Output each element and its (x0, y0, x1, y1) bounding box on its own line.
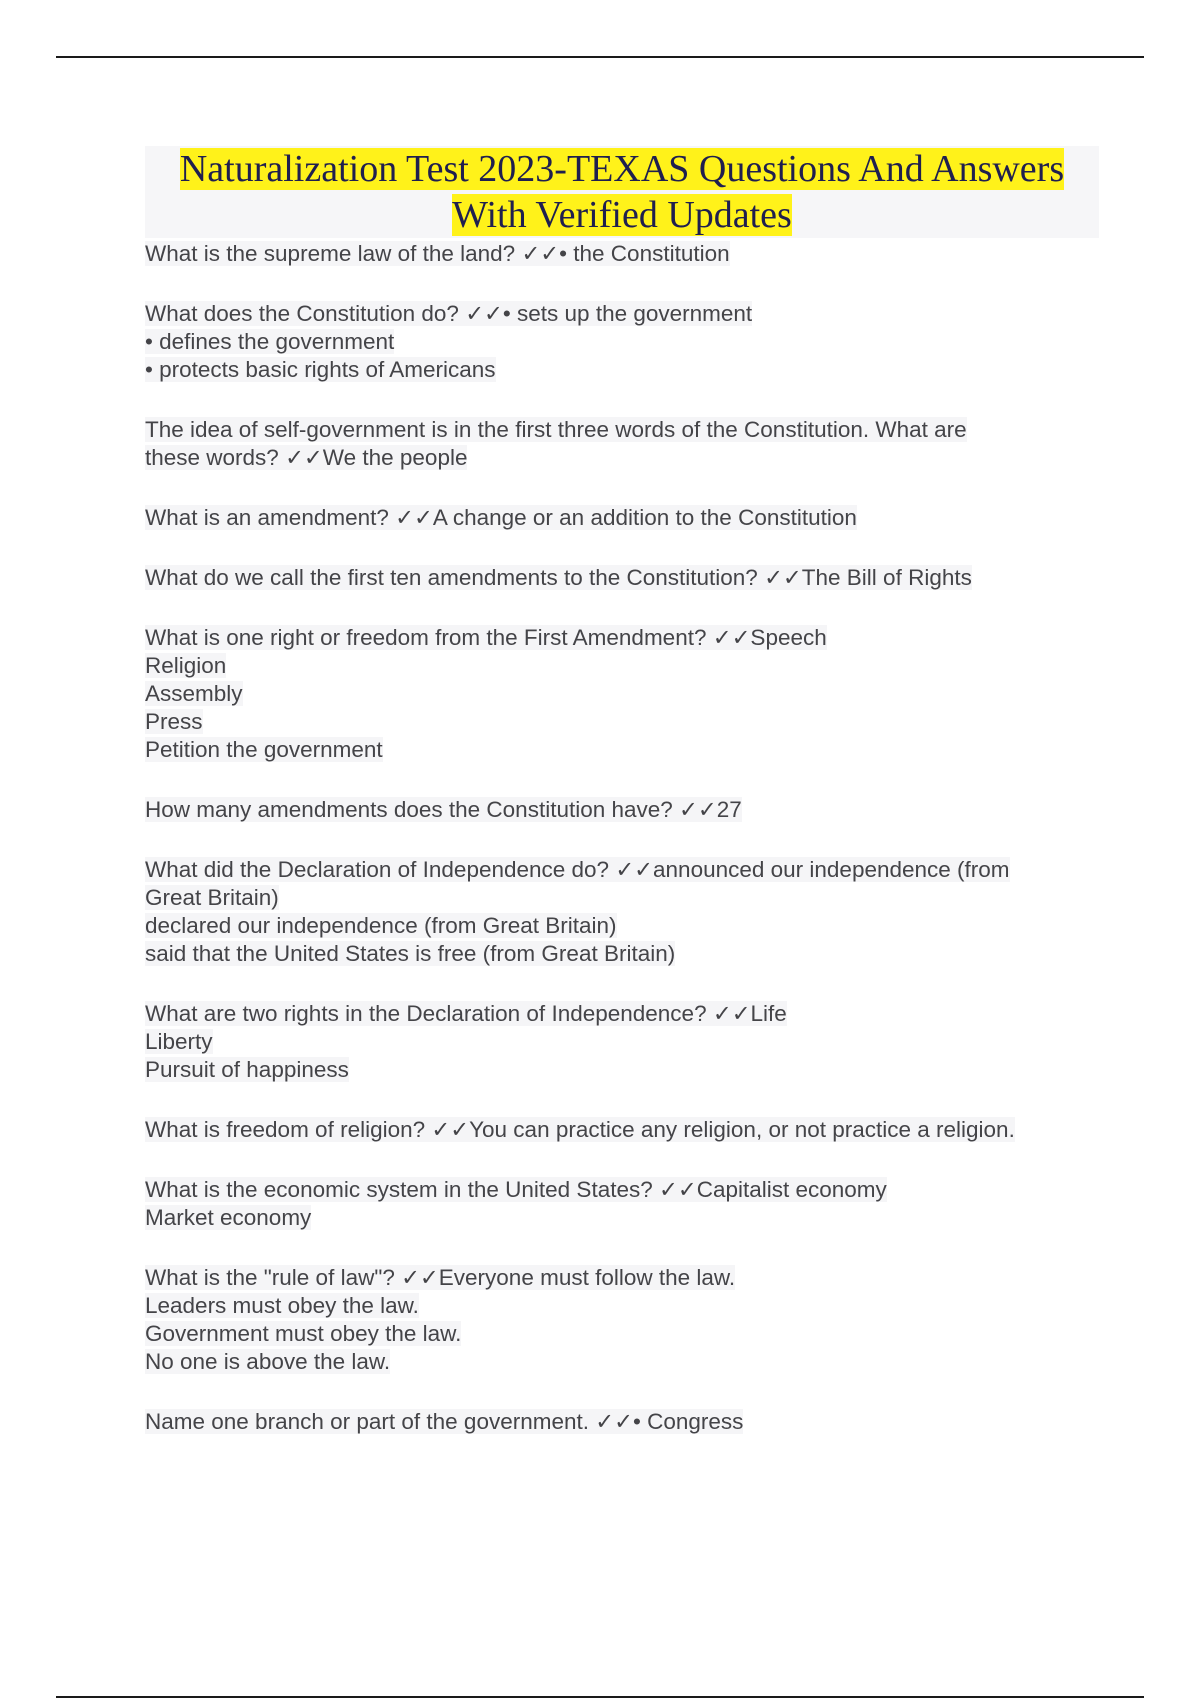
qa-line (145, 940, 1091, 968)
qa-line-text: Name one branch or part of the government. ✓✓• Congress (145, 1409, 744, 1434)
qa-line (145, 708, 1091, 736)
qa-item (145, 1000, 1091, 1084)
qa-line-text: What is an amendment? ✓✓A change or an addition to the Constitution (145, 505, 857, 530)
qa-item (145, 240, 1091, 268)
bottom-rule (56, 1696, 1144, 1698)
qa-line-text: How many amendments does the Constitution have? ✓✓27 (145, 797, 742, 822)
qa-item (145, 1116, 1091, 1144)
top-rule (56, 56, 1144, 58)
qa-line-text: Government must obey the law. (145, 1321, 462, 1346)
qa-item (145, 624, 1091, 764)
qa-line (145, 356, 1091, 384)
qa-line-text: said that the United States is free (from Great Britain) (145, 941, 676, 966)
qa-item (145, 1408, 1091, 1436)
qa-line-text: Pursuit of happiness (145, 1057, 349, 1082)
qa-line (145, 1000, 1091, 1028)
qa-line (145, 328, 1091, 356)
qa-line-text: No one is above the law. (145, 1349, 391, 1374)
document-body (145, 146, 1091, 1468)
qa-line (145, 1028, 1091, 1056)
qa-line (145, 1320, 1091, 1348)
qa-line-text: The idea of self-government is in the first three words of the Constitution. What are (145, 417, 967, 442)
qa-line-text: What is the "rule of law"? ✓✓Everyone must follow the law. (145, 1265, 736, 1290)
qa-line (145, 856, 1091, 884)
qa-line-text: these words? ✓✓We the people (145, 445, 468, 470)
qa-line-text: Market economy (145, 1205, 312, 1230)
qa-line-text: Religion (145, 653, 227, 678)
qa-line (145, 1176, 1091, 1204)
qa-item (145, 796, 1091, 824)
qa-line-text: Liberty (145, 1029, 213, 1054)
qa-line (145, 1264, 1091, 1292)
qa-item (145, 300, 1091, 384)
document-title (145, 146, 1099, 238)
qa-line (145, 504, 1091, 532)
qa-line-text: Great Britain) (145, 885, 279, 910)
qa-item (145, 1176, 1091, 1232)
qa-line (145, 796, 1091, 824)
title-line-1: Naturalization Test 2023-TEXAS Questions And Answers (179, 148, 1065, 190)
qa-line-text: What did the Declaration of Independence do? ✓✓announced our independence (from (145, 857, 1010, 882)
qa-line-text: Leaders must obey the law. (145, 1293, 419, 1318)
title-line-2: With Verified Updates (452, 194, 792, 236)
qa-line (145, 416, 1091, 444)
qa-line (145, 1204, 1091, 1232)
qa-line (145, 624, 1091, 652)
qa-line (145, 1116, 1091, 1144)
qa-item (145, 416, 1091, 472)
qa-line-text: What do we call the first ten amendments to the Constitution? ✓✓The Bill of Rights (145, 565, 972, 590)
qa-line-text: What is freedom of religion? ✓✓You can practice any religion, or not practice a religion. (145, 1117, 1015, 1142)
qa-line-text: What are two rights in the Declaration of Independence? ✓✓Life (145, 1001, 787, 1026)
qa-line-text: • protects basic rights of Americans (145, 357, 496, 382)
qa-line (145, 1408, 1091, 1436)
qa-line (145, 240, 1091, 268)
qa-line (145, 1056, 1091, 1084)
qa-line (145, 652, 1091, 680)
qa-line-text: Press (145, 709, 203, 734)
qa-line (145, 680, 1091, 708)
qa-line (145, 1348, 1091, 1376)
qa-line (145, 444, 1091, 472)
qa-line-text: Petition the government (145, 737, 383, 762)
qa-item (145, 1264, 1091, 1376)
qa-line (145, 912, 1091, 940)
qa-line-text: Assembly (145, 681, 243, 706)
qa-line (145, 1292, 1091, 1320)
qa-line (145, 884, 1091, 912)
qa-line-text: What is the supreme law of the land? ✓✓• the Constitution (145, 241, 730, 266)
qa-line-text: • defines the government (145, 329, 395, 354)
qa-line-text: What is the economic system in the United States? ✓✓Capitalist economy (145, 1177, 887, 1202)
qa-list (145, 240, 1091, 1436)
qa-line-text: What is one right or freedom from the First Amendment? ✓✓Speech (145, 625, 827, 650)
qa-item (145, 564, 1091, 592)
qa-item (145, 504, 1091, 532)
qa-item (145, 856, 1091, 968)
qa-line (145, 736, 1091, 764)
qa-line-text: declared our independence (from Great Britain) (145, 913, 617, 938)
qa-line (145, 564, 1091, 592)
qa-line (145, 300, 1091, 328)
qa-line-text: What does the Constitution do? ✓✓• sets up the government (145, 301, 753, 326)
